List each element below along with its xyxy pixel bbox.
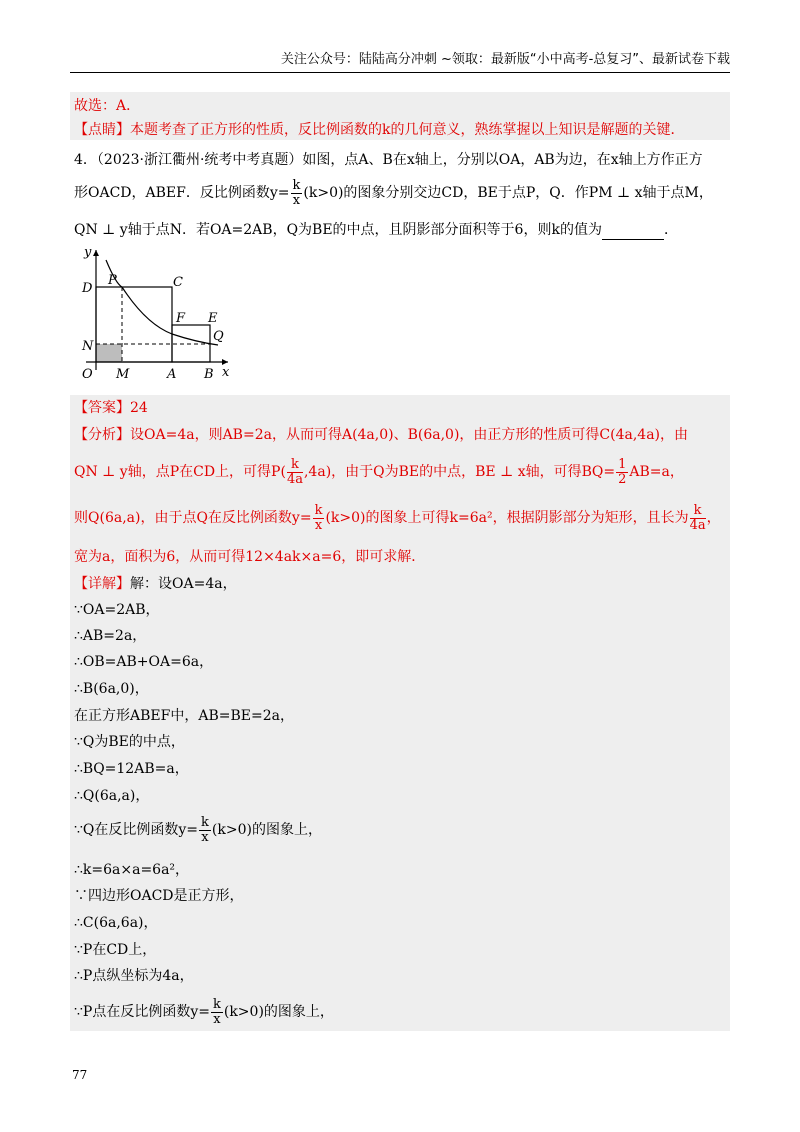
label-A: A <box>167 367 177 382</box>
step-14: ∴P点纵坐标为4a， <box>74 968 194 984</box>
label-C: C <box>173 275 183 290</box>
s9-fraction <box>199 816 211 845</box>
analysis-tag: 【分析】 <box>74 427 130 443</box>
step-8: ∴Q(6a,a)， <box>74 788 150 804</box>
shaded-rectangle <box>96 344 122 362</box>
label-O: O <box>82 367 93 382</box>
detail-tag: 【详解】 <box>74 576 130 592</box>
label-B: B <box>204 367 214 382</box>
step-15 <box>74 994 728 1030</box>
q-text-c: QN ⊥ y轴于点N．若OA=2AB，Q为BE的中点，且阴影部分面积等于6，则k的值为 <box>74 222 602 238</box>
analysis-line-3 <box>74 500 728 536</box>
step-6: ∵Q为BE的中点， <box>74 734 185 750</box>
answer-tag: 【答案】 <box>74 400 130 416</box>
a3-fraction-2 <box>690 504 706 533</box>
question-line-3 <box>74 220 728 240</box>
analysis-text-2c: AB=a， <box>629 464 684 480</box>
header-rule <box>70 72 730 73</box>
step-3: ∴OB=AB+OA=6a， <box>74 654 214 670</box>
label-N: N <box>82 339 94 354</box>
step-1: ∵OA=2AB， <box>74 602 160 618</box>
hyperbola-curve <box>106 260 218 345</box>
comment-text: 本题考查了正方形的性质，反比例函数的k的几何意义，熟练掌握以上知识是解题的关键． <box>130 122 685 138</box>
analysis-text-2a: QN ⊥ y轴，点P在CD上，可得P( <box>74 464 286 480</box>
q-period: ． <box>663 222 678 238</box>
s9-frac-den: x <box>201 829 209 845</box>
analysis-line-1 <box>74 425 728 445</box>
analysis-text-1: 设OA=4a，则AB=2a，从而可得A(4a,0)、B(6a,0)，由正方形的性质可得C(4a,4a)，由 <box>130 427 689 443</box>
analysis-line-2 <box>74 454 728 490</box>
label-E: E <box>208 311 218 326</box>
step-9 <box>74 812 728 848</box>
answer-blank <box>602 225 664 240</box>
a3-frac2-den: 4a <box>689 517 706 533</box>
analysis-text-3b: (k>0)的图象上可得k=6a²，根据阴影部分为矩形，且长为 <box>325 510 689 526</box>
analysis-text-2b: ,4a)，由于Q为BE的中点，BE ⊥ x轴，可得BQ= <box>303 464 616 480</box>
answer-value: 24 <box>130 400 148 416</box>
answer-line <box>74 398 728 418</box>
step-15-text-a: ∵P点在反比例函数y= <box>74 1004 210 1020</box>
page-header: 关注公众号：陆陆高分冲刺 ~领取：最新版“小中高考-总复习”、最新试卷下载 <box>280 52 730 67</box>
question-line-1: 4．（2023·浙江衢州·统考中考真题）如图，点A、B在x轴上，分别以OA，AB为边，在x轴上方作正方 <box>74 152 703 168</box>
step-2: ∴AB=2a， <box>74 628 147 644</box>
s9-frac-num: k <box>201 814 209 830</box>
label-Q: Q <box>213 329 224 344</box>
label-M: M <box>116 367 130 382</box>
label-D: D <box>82 281 93 296</box>
s15-frac-den: x <box>213 1011 221 1027</box>
q-fraction <box>291 179 303 208</box>
a3-fraction-1 <box>313 504 325 533</box>
geometry-figure <box>76 244 246 384</box>
s15-fraction <box>211 998 223 1027</box>
step-7: ∴BQ=12AB=a， <box>74 761 189 777</box>
step-13: ∵P在CD上， <box>74 942 157 958</box>
q-frac-num: k <box>292 177 301 193</box>
label-P: P <box>108 273 117 288</box>
step-12: ∴C(6a,6a)， <box>74 915 158 931</box>
q-text-b: (k>0)的图象分别交边CD，BE于点P，Q．作PM ⊥ x轴于点M， <box>303 185 713 201</box>
label-F: F <box>176 311 186 326</box>
step-5: 在正方形ABEF中，AB=BE=2a， <box>74 708 294 724</box>
comment-tag: 【点睛】 <box>74 122 130 138</box>
label-y: y <box>84 245 92 260</box>
step-10: ∴k=6a×a=6a²， <box>74 862 190 878</box>
prev-comment <box>74 120 728 140</box>
analysis-text-3c: ， <box>706 510 721 526</box>
half-fraction <box>616 458 628 487</box>
page-number: 77 <box>72 1068 88 1082</box>
label-x: x <box>222 365 230 380</box>
q-text-a: 形OACD，ABEF．反比例函数y= <box>74 185 290 201</box>
a2-frac-num: k <box>287 458 303 473</box>
a3-frac2-num: k <box>690 504 706 519</box>
step-9-text-a: ∵Q在反比例函数y= <box>74 822 199 838</box>
step-9-text-b: (k>0)的图象上， <box>211 822 322 838</box>
prev-choice: 故选：A． <box>74 98 141 114</box>
s15-frac-num: k <box>212 996 221 1012</box>
q-frac-den: x <box>292 192 301 208</box>
step-4: ∴B(6a,0)， <box>74 681 149 697</box>
a2-frac-den: 4a <box>286 471 303 487</box>
step-11: ∵四边形OACD是正方形， <box>74 888 244 904</box>
a3-frac1-num: k <box>314 502 323 518</box>
step-15-text-b: (k>0)的图象上， <box>223 1004 334 1020</box>
analysis-text-3a: 则Q(6a,a)，由于点Q在反比例函数y= <box>74 510 312 526</box>
a3-frac1-den: x <box>314 517 323 533</box>
half-den: 2 <box>618 471 627 487</box>
detail-text-0: 解：设OA=4a， <box>130 576 237 592</box>
half-num: 1 <box>618 456 627 472</box>
analysis-line-4: 宽为a，面积为6，从而可得12×4ak×a=6，即可求解． <box>74 549 426 565</box>
detail-line <box>74 574 728 594</box>
a2-fraction <box>287 458 303 487</box>
question-line-2 <box>74 178 728 208</box>
